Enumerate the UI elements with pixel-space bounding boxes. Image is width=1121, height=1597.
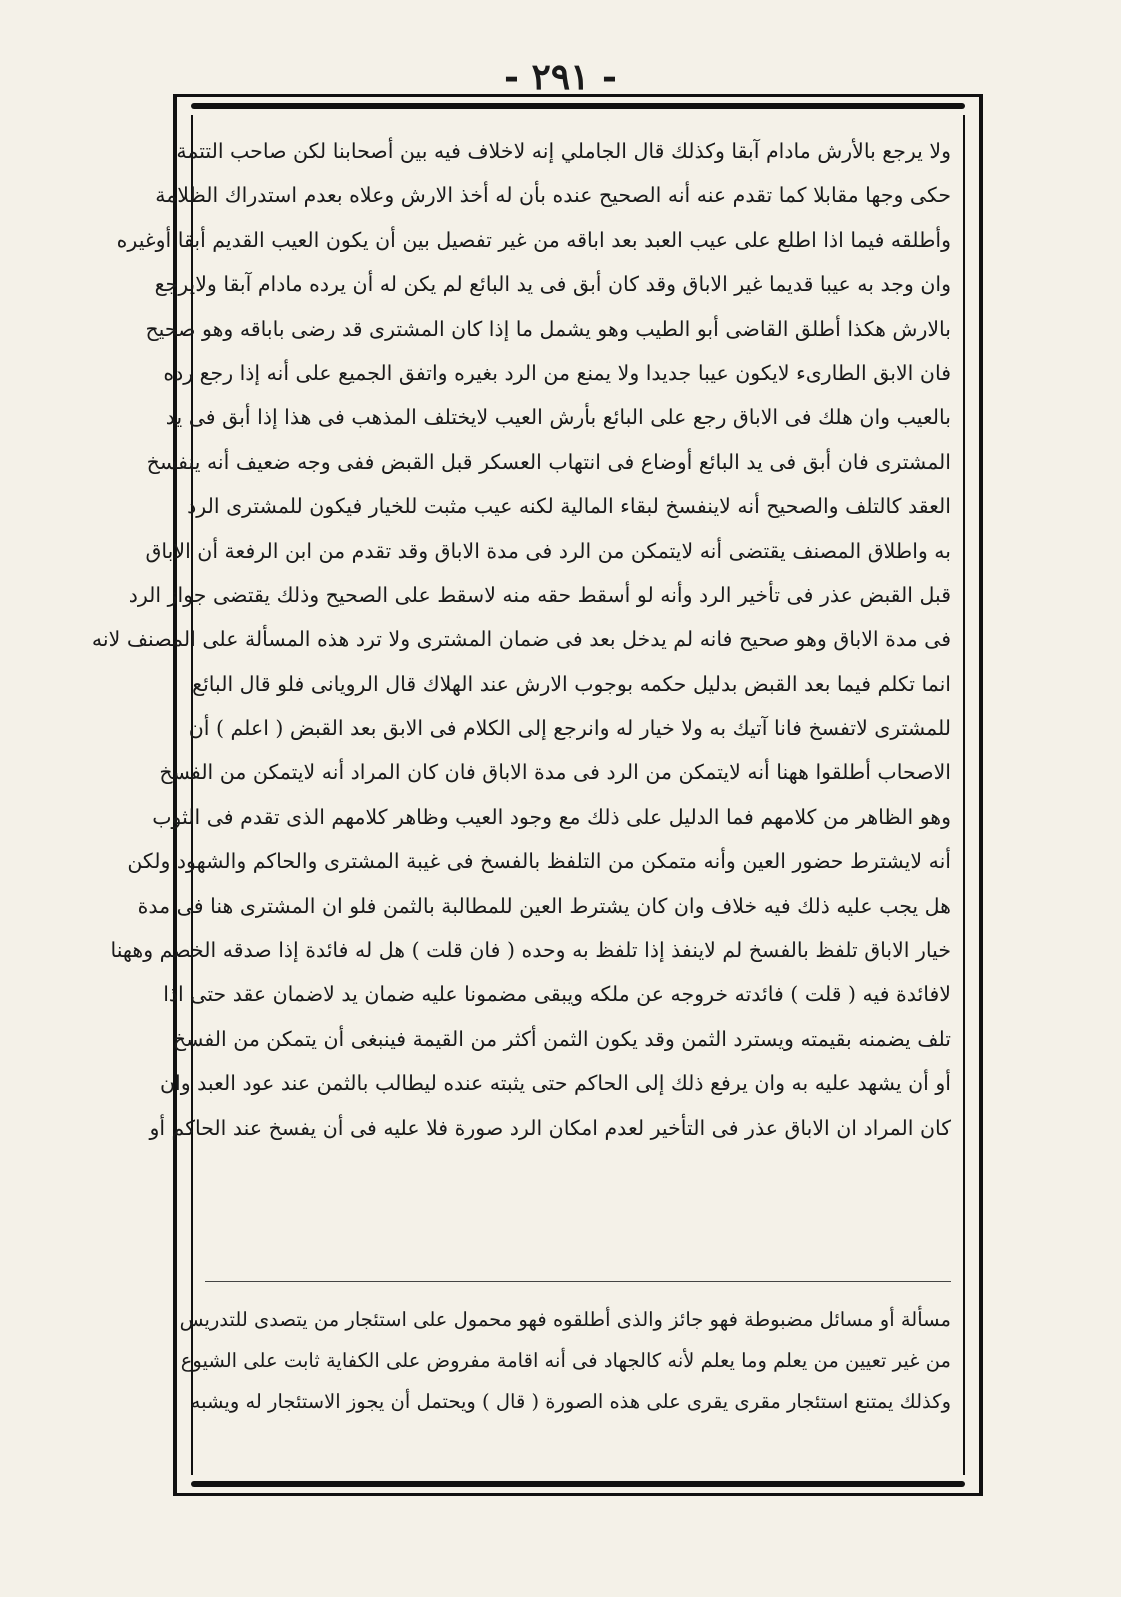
text-line: لافائدة فيه ( قلت ) فائدته خروجه عن ملكه ويبقى مضمونا عليه ضمان يد لاضمان عقد حتى اذا <box>163 982 951 1007</box>
footnote-line: وكذلك يمتنع استئجار مقرى يقرى على هذه الصورة ( قال ) ويحتمل أن يجوز الاستئجار له ويشبه <box>190 1390 951 1413</box>
text-line: فان الابق الطارىء لايكون عيبا جديدا ولا يمنع من الرد بغيره واتفق الجميع على أنه إذا رجع رده <box>163 360 951 385</box>
footnote-line: من غير تعيين من يعلم وما يعلم لأنه كالجهاد فى أنه اقامة مفروض على الكفاية ثابت على الشيوع <box>180 1349 951 1372</box>
page-frame <box>91 94 983 1496</box>
text-line: فى مدة الاباق وهو صحيح فانه لم يدخل بعد فى ضمان المشترى ولا ترد هذه المسألة على المصنف لانه <box>91 627 951 652</box>
text-line: ولا يرجع بالأرش مادام آبقا وكذلك قال الجاملي إنه لاخلاف فيه بين أصحابنا لكن صاحب التتمة <box>176 139 951 163</box>
text-line: هل يجب عليه ذلك فيه خلاف وان كان يشترط العين للمطالبة بالثمن فلو ان المشترى هنا فى مدة <box>137 893 951 918</box>
text-line: الاصحاب أطلقوا ههنا أنه لايتمكن من الرد فى مدة الاباق فان كان المراد أنه لايتمكن من الفسخ <box>159 760 951 785</box>
text-line: تلف يضمنه بقيمته ويسترد الثمن وقد يكون الثمن أكثر من القيمة فينبغى أن يتمكن من الفسخ <box>172 1026 951 1051</box>
footnote-block <box>179 1299 951 1422</box>
text-line: خيار الاباق تلفظ بالفسخ لم لاينفذ إذا تلفظ به وحده ( فان قلت ) هل له فائدة إذا صدقه الخصم وههنا <box>110 938 951 963</box>
text-line: وهو الظاهر من كلامهم فما الدليل على ذلك مع وجود العيب وظاهر كلامهم الذى تقدم فى الثوب <box>152 804 951 829</box>
page-number: - ٢٩١ - <box>504 56 617 98</box>
frame-inner-rule-right <box>963 115 965 1475</box>
text-line: بالارش هكذا أطلق القاضى أبو الطيب وهو يشمل ما إذا كان المشترى قد رضى باباقه وهو صحيح <box>145 316 951 341</box>
text-line: به واطلاق المصنف يقتضى أنه لايتمكن من الرد فى مدة الاباق وقد تقدم من ابن الرفعة أن الاباق <box>145 538 951 563</box>
text-line: قبل القبض عذر فى تأخير الرد وأنه لو أسقط حقه منه لاسقط على الصحيح وذلك يقتضى جواز الرد <box>128 582 951 607</box>
main-text-block <box>91 129 951 1150</box>
text-line: المشترى فان أبق فى يد البائع أوضاع فى انتهاب العسكر قبل القبض ففى وجه ضعيف أنه ينفسخ <box>146 449 951 474</box>
text-line: كان المراد ان الاباق عذر فى التأخير لعدم امكان الرد صورة فلا عليه فى أن يفسخ عند الحاكم أو <box>149 1115 951 1140</box>
text-line: وان وجد به عيبا قديما غير الاباق وقد كان أبق فى يد البائع لم يكن له أن يرده مادام آبقا ولايرجع <box>154 272 951 297</box>
text-line: العقد كالتلف والصحيح أنه لاينفسخ لبقاء المالية لكنه عيب مثبت للخيار فيكون للمشترى الرد <box>187 494 951 519</box>
text-line: بالعيب وان هلك فى الاباق رجع على البائع بأرش العيب لايختلف المذهب فى هذا إذا أبق فى يد <box>165 405 951 430</box>
text-line: وأطلقه فيما اذا اطلع على عيب العبد بعد اباقه من غير تفصيل بين أن يكون العيب القديم أبقا أوغيره <box>116 227 951 252</box>
footnote-separator <box>205 1281 951 1282</box>
text-line: حكى وجها مقابلا كما تقدم عنه أنه الصحيح عنده بأن له أخذ الارش وعلاه بعدم استدراك الظلامة <box>155 183 951 208</box>
text-line: أو أن يشهد عليه به وان يرفع ذلك إلى الحاكم حتى يثبته عنده ليطالب بالثمن عند عود العبد وان <box>159 1071 951 1096</box>
text-line: للمشترى لاتفسخ فانا آتيك به ولا خيار له وانرجع إلى الكلام فى الابق بعد القبض ( اعلم ) أن <box>188 716 951 741</box>
text-line: أنه لايشترط حضور العين وأنه متمكن من التلفظ بالفسخ فى غيبة المشترى والحاكم والشهود ولكن <box>127 849 951 874</box>
text-line: انما تكلم فيما بعد القبض بدليل حكمه بوجوب الارش عند الهلاك قال الرويانى فلو قال البائع <box>192 671 951 696</box>
footnote-line: مسألة أو مسائل مضبوطة فهو جائز والذى أطلقوه فهو محمول على استئجار من يتصدى للتدريس <box>179 1308 951 1331</box>
